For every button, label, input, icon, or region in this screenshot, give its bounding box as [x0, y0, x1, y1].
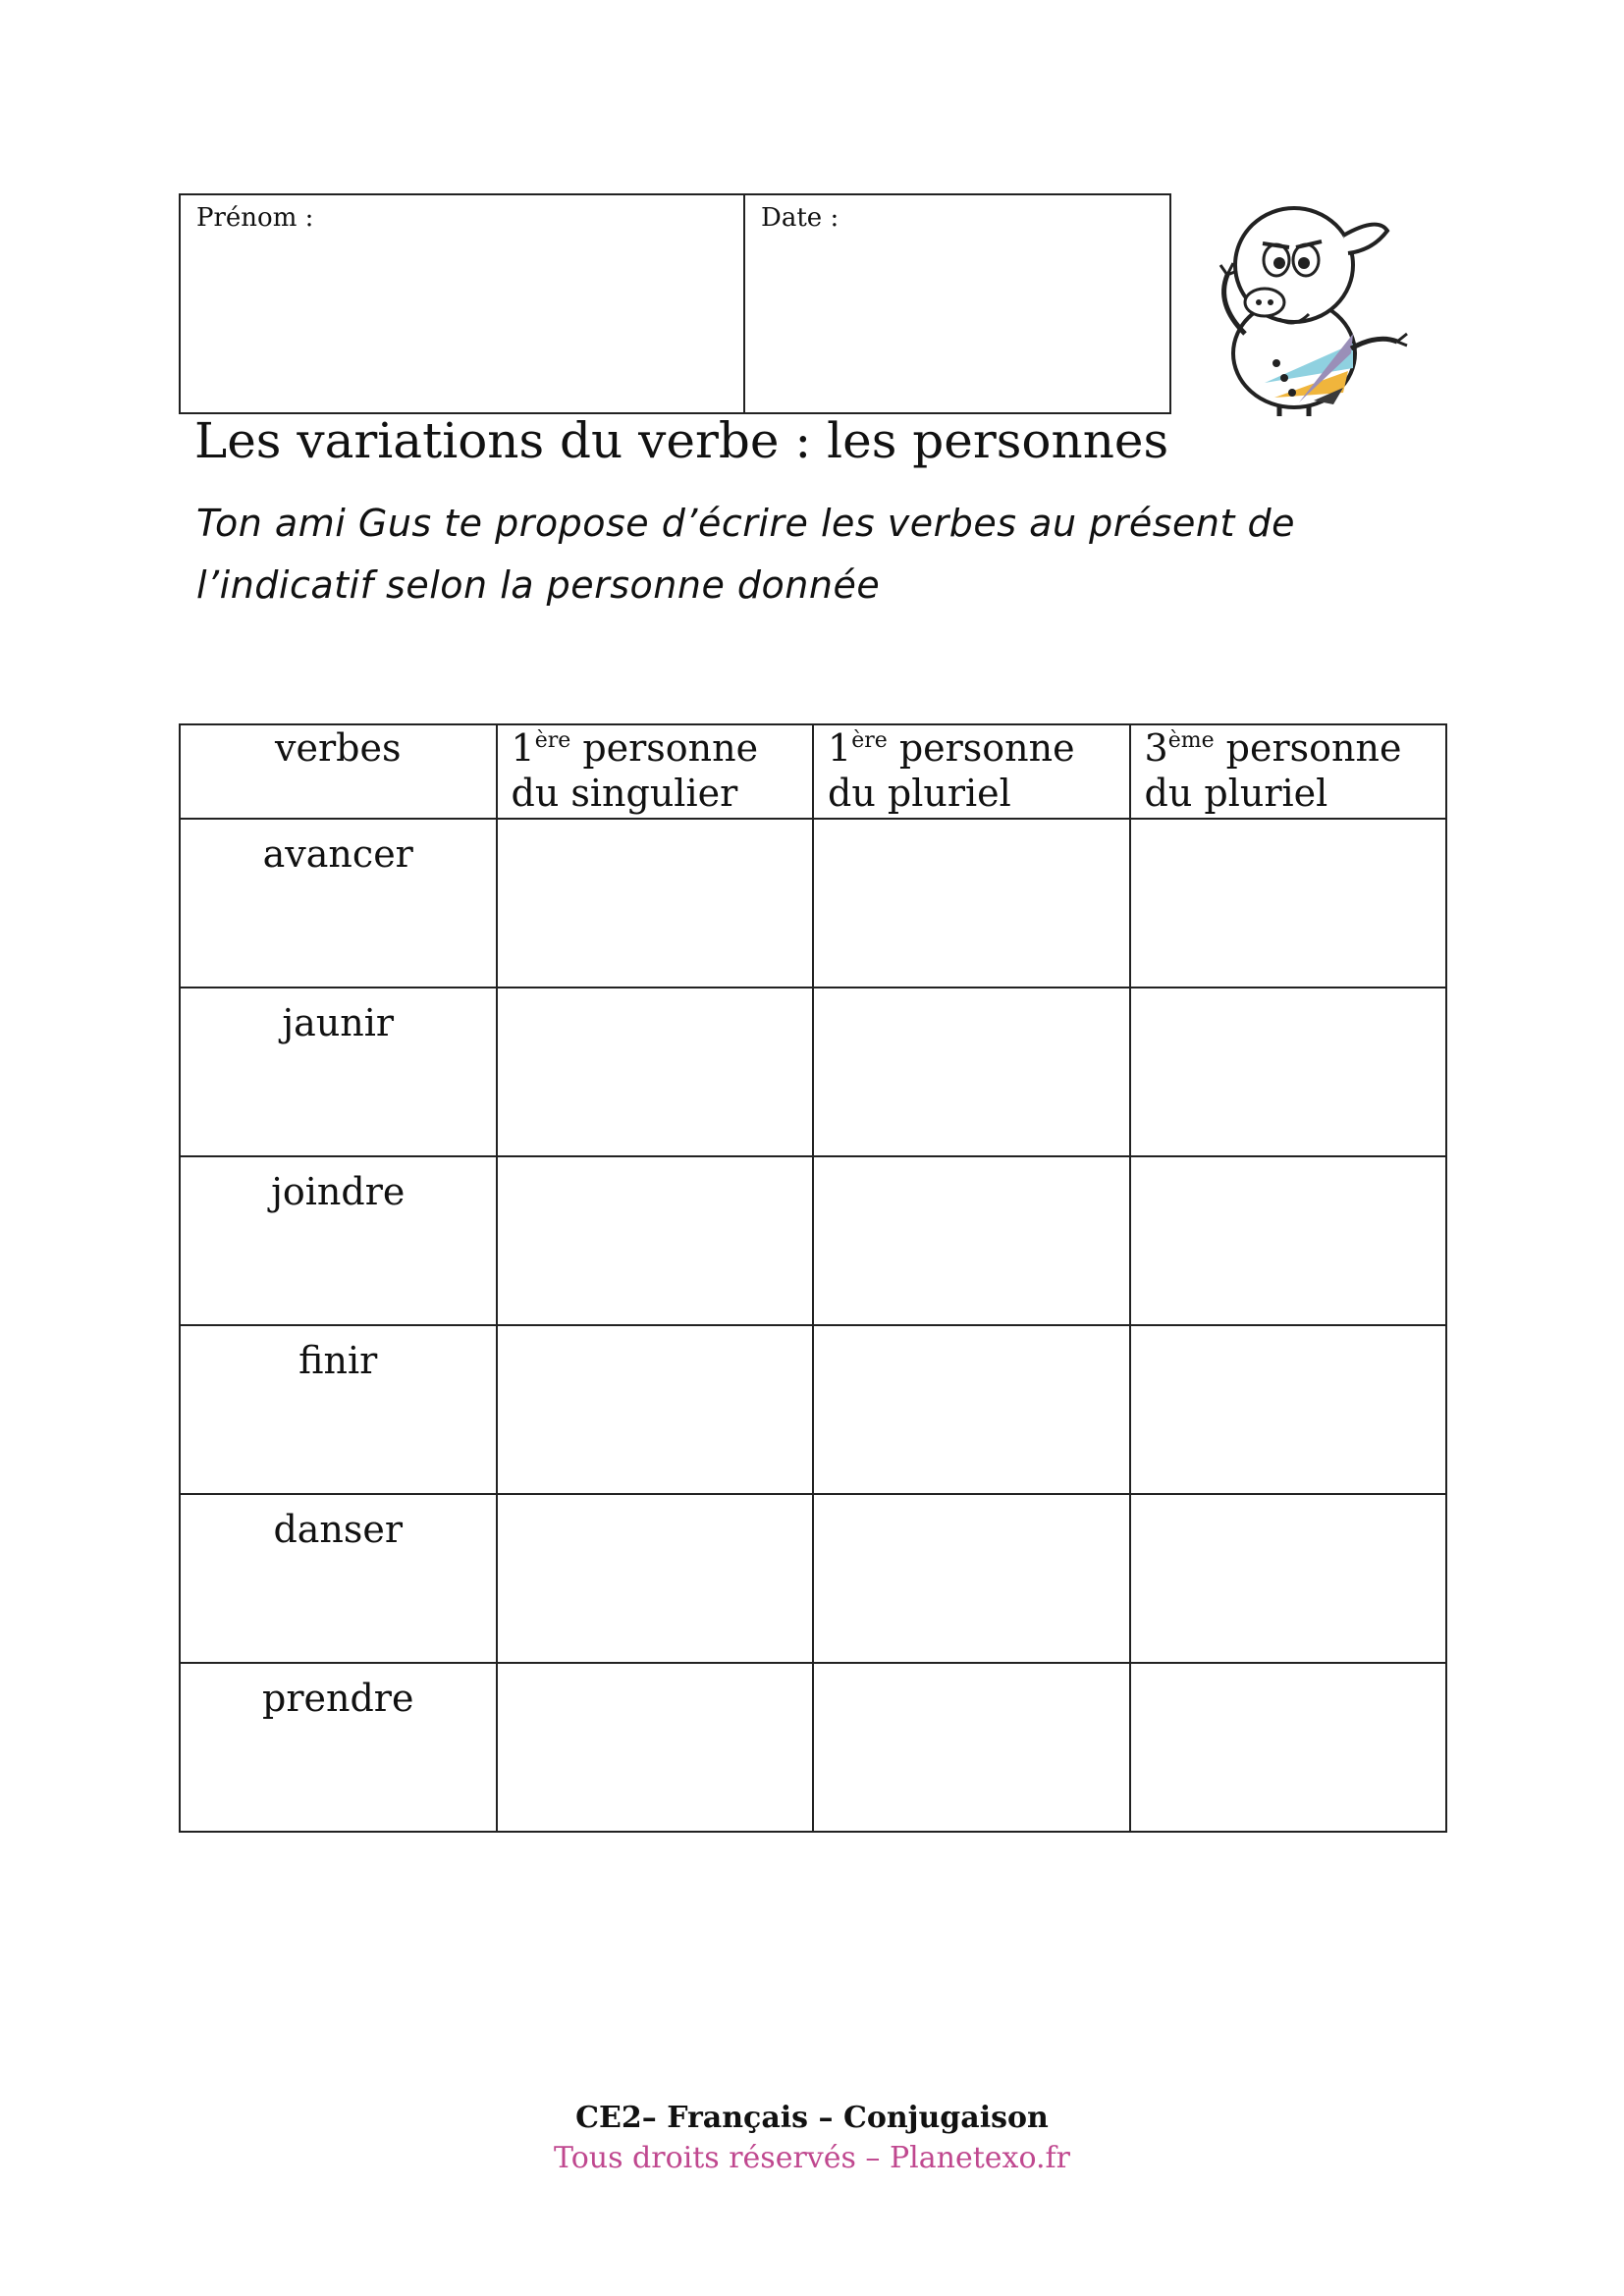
- answer-cell[interactable]: [1130, 1663, 1447, 1832]
- answer-cell[interactable]: [497, 1663, 814, 1832]
- answer-cell[interactable]: [813, 1156, 1130, 1325]
- table-row: [180, 988, 1446, 1156]
- answer-cell[interactable]: [813, 1325, 1130, 1494]
- instruction-text: [196, 493, 1473, 616]
- table-header-row: [180, 724, 1446, 819]
- answer-cell[interactable]: [1130, 1156, 1447, 1325]
- answer-cell[interactable]: [1130, 1494, 1447, 1663]
- answer-cell[interactable]: [497, 1325, 814, 1494]
- student-info-box: [179, 193, 1171, 414]
- table-row: [180, 1325, 1446, 1494]
- verb-cell: jaunir: [180, 988, 497, 1156]
- table-row: [180, 1663, 1446, 1832]
- gus-mascot-icon: [1206, 196, 1412, 417]
- answer-cell[interactable]: [497, 819, 814, 988]
- answer-cell[interactable]: [813, 1494, 1130, 1663]
- date-label: Date :: [761, 203, 839, 233]
- footer-course: CE2– Français – Conjugaison: [575, 2101, 1049, 2135]
- prenom-field[interactable]: [181, 195, 745, 412]
- answer-cell[interactable]: [497, 1494, 814, 1663]
- header-1st-plural: 1ère personne du pluriel: [813, 724, 1130, 819]
- header-1st-singular: 1ère personne du singulier: [497, 724, 814, 819]
- verb-cell: danser: [180, 1494, 497, 1663]
- instruction-line-2: l’indicatif selon la personne donnée: [196, 563, 881, 607]
- verb-cell: joindre: [180, 1156, 497, 1325]
- table-row: [180, 1156, 1446, 1325]
- answer-cell[interactable]: [497, 988, 814, 1156]
- worksheet-title: Les variations du verbe : les personnes: [194, 412, 1169, 469]
- verb-cell: finir: [180, 1325, 497, 1494]
- header-verbes: verbes: [180, 724, 497, 819]
- answer-cell[interactable]: [497, 1156, 814, 1325]
- verb-cell: avancer: [180, 819, 497, 988]
- answer-cell[interactable]: [813, 1663, 1130, 1832]
- instruction-line-1: Ton ami Gus te propose d’écrire les verbes au présent de: [196, 502, 1295, 545]
- answer-cell[interactable]: [1130, 988, 1447, 1156]
- answer-cell[interactable]: [813, 988, 1130, 1156]
- table-row: [180, 1494, 1446, 1663]
- verb-cell: prendre: [180, 1663, 497, 1832]
- table-row: [180, 819, 1446, 988]
- footer-copyright-link[interactable]: Tous droits réservés – Planetexo.fr: [554, 2141, 1070, 2175]
- date-field[interactable]: [745, 195, 1169, 412]
- prenom-label: Prénom :: [196, 203, 314, 233]
- header-3rd-plural: 3ème personne du pluriel: [1130, 724, 1447, 819]
- answer-cell[interactable]: [813, 819, 1130, 988]
- answer-cell[interactable]: [1130, 1325, 1447, 1494]
- answer-cell[interactable]: [1130, 819, 1447, 988]
- conjugation-table: [179, 723, 1447, 1833]
